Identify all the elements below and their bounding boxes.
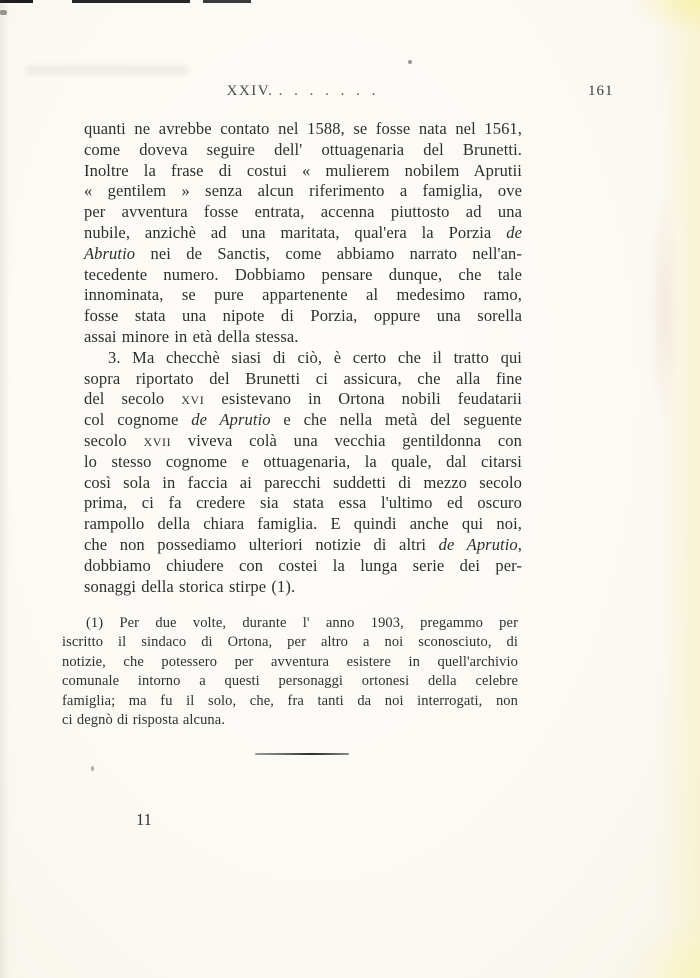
page-corner-tint — [630, 0, 700, 34]
signature-number: 11 — [136, 810, 152, 829]
text-line: secolo xvii viveva colà una vecchia gentildonna con — [84, 430, 523, 450]
text-line: comunale intorno a questi personaggi ortonesi della celebre — [62, 673, 518, 690]
text-line: col cognome de Aprutio e che nella metà del seguente — [84, 410, 522, 430]
scan-artifact-smudge — [25, 65, 190, 75]
text-line: Abrutio nei de Sanctis, come abbiamo narrato nell'an- — [84, 243, 522, 263]
text-line: ci degnò di risposta alcuna. — [62, 712, 226, 729]
running-header — [84, 83, 522, 100]
text-line: rampollo della chiara famiglia. E quindi anche qui noi, — [84, 514, 522, 534]
scan-artifact-top-strip — [72, 0, 190, 3]
text-line: tecedente numero. Dobbiamo pensare dunque, che tale — [84, 264, 522, 284]
text-line: nubile, anzichè ad una maritata, qual'era la Porzia de — [84, 222, 522, 242]
footnote — [62, 614, 518, 730]
page-corner-tint — [620, 918, 700, 978]
text-line: prima, ci fa credere sia stata essa l'ultimo ed oscuro — [84, 493, 522, 513]
text-line: quanti ne avrebbe contato nel 1588, se fosse nata nel 1561, — [84, 119, 522, 138]
body-text — [84, 119, 522, 597]
text-line: così sola in faccia ai parecchi suddetti di mezzo secolo — [84, 472, 522, 492]
text-line: iscritto il sindaco di Ortona, per altro a noi sconosciuto, di — [62, 634, 518, 651]
text-line: del secolo xvi esistevano in Ortona nobili feudatarii — [84, 389, 522, 409]
scan-artifact-streak — [650, 185, 678, 435]
text-line: (1) Per due volte, durante l' anno 1903, pregammo per — [86, 615, 518, 631]
text-line: « gentilem » senza alcun riferimento a famiglia, ove — [84, 181, 522, 201]
scan-artifact-speck — [408, 60, 412, 64]
text-line: che non possediamo ulteriori notizie di altri de Aprutio, — [84, 534, 523, 554]
page-number: 161 — [588, 83, 614, 99]
text-line: Inoltre la frase di costui « mulierem nobilem Aprutii — [84, 160, 522, 180]
scan-artifact-top-strip — [203, 0, 251, 3]
text-line: lo stesso cognome e ottuagenaria, la quale, dal citarsi — [84, 451, 522, 471]
text-line: assai minore in età della stessa. — [84, 326, 299, 346]
text-line: 3. Ma checchè siasi di ciò, è certo che il tratto qui — [108, 347, 522, 367]
scan-artifact-speck — [91, 766, 94, 771]
footer-divider-rule — [255, 753, 349, 755]
text-line: innominata, se pure appartenente al medesimo ramo, — [84, 285, 522, 305]
text-line: come doveva seguire dell' ottuagenaria del Brunetti. — [84, 139, 522, 159]
text-line: notizie, che potessero per avventura esistere in quell'archivio — [62, 653, 518, 670]
text-line: per avventura fosse entrata, accenna piuttosto ad una — [84, 202, 522, 222]
text-line: sonaggi della storica stirpe (1). — [84, 576, 296, 596]
text-line: famiglia; ma fu il solo, che, fra tanti da noi interrogati, non — [62, 692, 518, 709]
text-line: sopra riportato del Brunetti ci assicura, che alla fine — [84, 368, 522, 388]
text-line: dobbiamo chiudere con costei la lunga serie dei per- — [84, 555, 522, 575]
header-dots: . . . . . . . — [278, 83, 380, 99]
page-edge-tint — [658, 0, 700, 978]
page-edge-shadow — [0, 0, 10, 978]
text-line: fosse stata una nipote di Porzia, oppure una sorella — [84, 306, 522, 326]
chapter-heading: XXIV. — [226, 83, 274, 99]
